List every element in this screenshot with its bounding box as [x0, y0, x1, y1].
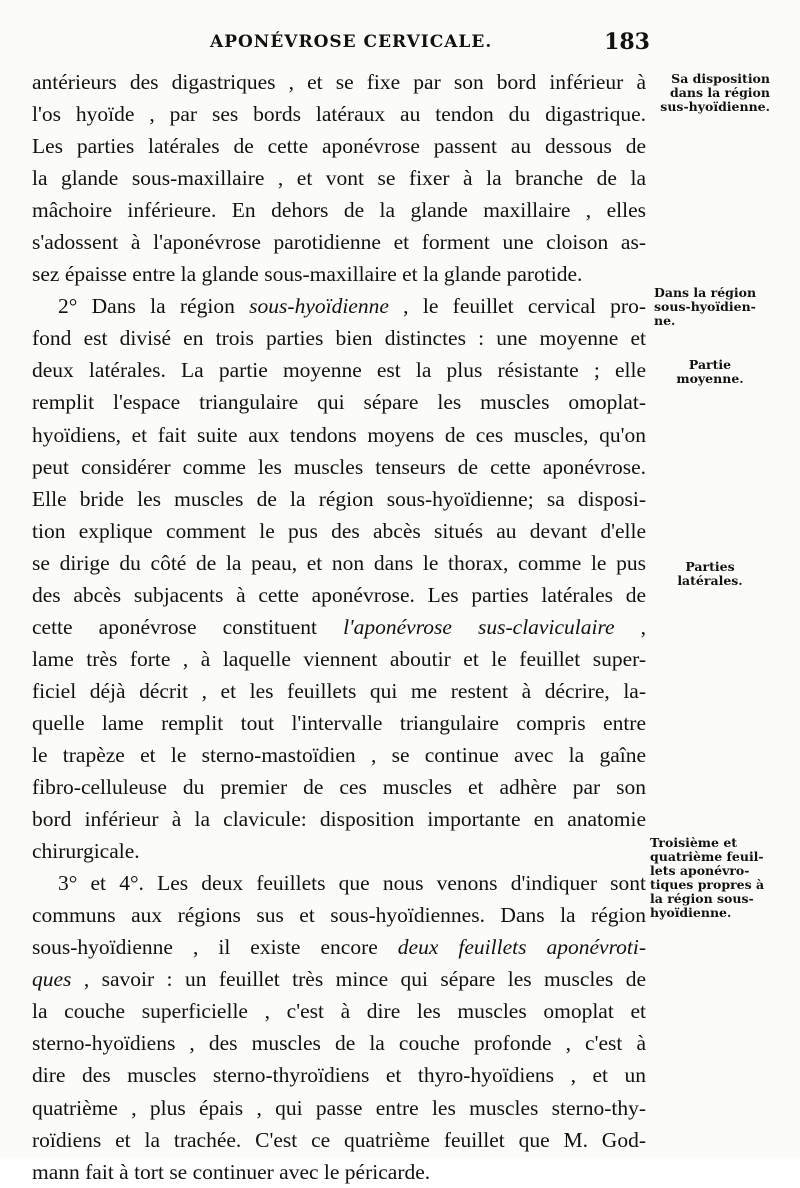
margin-note-line: Dans la région — [654, 285, 757, 300]
text-line — [32, 707, 646, 739]
margin-note-line: la région sous- — [650, 891, 754, 906]
text-run: quelle lame remplit tout l'intervalle triangulaire compris entre — [32, 710, 646, 735]
text-line — [32, 643, 646, 675]
italic-term: l'aponévrose sus-claviculaire — [343, 614, 615, 639]
text-run: tion explique comment le pus des abcès situés au devant d'elle — [32, 518, 646, 543]
text-run: fibro-celluleuse du premier de ces muscles et adhère par son — [32, 775, 646, 800]
text-line — [32, 386, 646, 418]
text-run: fond est divisé en trois parties bien distinctes : une moyenne et — [32, 326, 646, 351]
text-line — [32, 98, 646, 130]
text-line — [32, 835, 646, 867]
text-run: peut considérer comme les muscles tenseurs de cette aponévrose. — [32, 454, 646, 479]
text-run: roïdiens et la trachée. C'est ce quatrième feuillet que M. God- — [32, 1127, 646, 1152]
text-run: antérieurs des digastriques , et se fixe par son bord inférieur à — [32, 70, 646, 94]
margin-note-line: hyoïdienne. — [650, 905, 732, 920]
text-line — [32, 579, 646, 611]
text-line — [32, 1059, 646, 1091]
margin-note-line: moyenne. — [676, 371, 744, 386]
text-line — [32, 931, 646, 963]
body-text — [32, 66, 646, 1188]
text-line — [32, 963, 646, 995]
page-number: 183 — [604, 29, 650, 55]
text-line — [32, 66, 646, 98]
text-line — [32, 419, 646, 451]
text-run: chirurgicale. — [32, 839, 140, 864]
text-line — [32, 1092, 646, 1124]
text-run: sez épaisse entre la glande sous-maxillaire et la glande parotide. — [32, 262, 583, 287]
text-line — [32, 162, 646, 194]
text-line — [32, 130, 646, 162]
text-run: l'os hyoïde , par ses bords latéraux au tendon du digastrique. — [32, 102, 646, 127]
text-run: remplit l'espace triangulaire qui sépare les muscles omoplat- — [32, 390, 646, 415]
text-line — [32, 803, 646, 835]
text-line — [32, 771, 646, 803]
text-run: ficiel déjà décrit , et les feuillets qui me restent à décrire, la- — [32, 678, 646, 703]
margin-note-line: Sa disposition — [671, 71, 770, 86]
margin-note — [650, 836, 770, 920]
margin-note-line: tiques propres à — [650, 877, 765, 892]
text-line — [32, 1156, 646, 1188]
text-run: lame très forte , à laquelle viennent aboutir et le feuillet super- — [32, 646, 646, 671]
text-run: quatrième , plus épais , qui passe entre les muscles sterno-thy- — [32, 1095, 646, 1120]
text-line — [32, 547, 646, 579]
text-run: s'adossent à l'aponévrose parotidienne et forment une cloison as- — [32, 230, 646, 255]
text-line — [32, 451, 646, 483]
text-run: communs aux régions sus et sous-hyoïdiennes. Dans la région — [32, 903, 646, 928]
text-line — [32, 483, 646, 515]
italic-term: sous-hyoïdienne — [249, 294, 389, 319]
text-run: , le feuillet cervical pro- — [388, 294, 646, 319]
text-run: sous-hyoïdienne , il existe encore — [32, 935, 398, 960]
text-line — [32, 1124, 646, 1156]
margin-note-line: dans la région — [670, 85, 770, 100]
text-run: Elle bride les muscles de la région sous-hyoïdienne; sa disposi- — [32, 486, 646, 511]
text-line — [32, 611, 646, 643]
text-run: 2° Dans la région — [58, 294, 250, 319]
margin-note — [650, 72, 770, 114]
text-run: hyoïdiens, et fait suite aux tendons moyens de ces muscles, qu'on — [32, 422, 646, 447]
text-run: des abcès subjacents à cette aponévrose. Les parties latérales de — [32, 582, 646, 607]
text-run: , — [614, 614, 647, 639]
text-run: mâchoire inférieure. En dehors de la glande maxillaire , elles — [32, 198, 646, 223]
text-line — [32, 194, 646, 226]
margin-note — [654, 286, 774, 328]
margin-note-line: Troisième et — [650, 835, 738, 850]
margin-note-line: Parties — [685, 559, 735, 574]
margin-note-line: quatrième feuil- — [650, 849, 764, 864]
text-run: dire des muscles sterno-thyroïdiens et thyro-hyoïdiens , et un — [32, 1063, 646, 1088]
text-line — [32, 515, 646, 547]
running-head: APONÉVROSE CERVICALE. — [210, 32, 493, 52]
text-line — [32, 1027, 646, 1059]
margin-note-line: latérales. — [677, 573, 743, 588]
text-run: cette aponévrose constituent — [32, 614, 344, 639]
text-run: Les parties latérales de cette aponévrose passent au dessous de — [32, 134, 646, 159]
text-line — [32, 290, 646, 322]
margin-note-line: sous-hyoïdien- — [654, 299, 756, 314]
margin-note-line: sus-hyoïdienne. — [660, 99, 770, 114]
text-line — [32, 226, 646, 258]
text-run: 3° et 4°. Les deux feuillets que nous venons d'indiquer sont — [58, 871, 646, 896]
text-line — [32, 867, 646, 899]
text-run: la glande sous-maxillaire , et vont se fixer à la branche de la — [32, 166, 646, 191]
text-line — [32, 739, 646, 771]
margin-note-line: Partie — [688, 357, 732, 372]
text-line — [32, 322, 646, 354]
text-line — [32, 258, 646, 290]
text-line — [32, 899, 646, 931]
text-run: sterno-hyoïdiens , des muscles de la couche profonde , c'est à — [32, 1031, 646, 1056]
text-run: bord inférieur à la clavicule: disposition importante en anatomie — [32, 807, 646, 832]
text-run: deux latérales. La partie moyenne est la plus résistante ; elle — [32, 358, 646, 383]
italic-term: deux feuillets aponévroti- — [397, 935, 647, 960]
text-run: la couche superficielle , c'est à dire les muscles omoplat et — [32, 999, 646, 1024]
text-line — [32, 995, 646, 1027]
margin-note — [650, 560, 770, 588]
text-run: , savoir : un feuillet très mince qui sépare les muscles de — [71, 967, 646, 992]
text-run: se dirige du côté de la peau, et non dans le thorax, comme le pus — [32, 550, 646, 575]
margin-note-line: lets aponévro- — [650, 863, 750, 878]
text-run: mann fait à tort se continuer avec le péricarde. — [32, 1159, 431, 1184]
margin-note — [650, 358, 770, 386]
text-line — [32, 354, 646, 386]
italic-term: ques — [32, 967, 72, 992]
text-line — [32, 675, 646, 707]
text-run: le trapèze et le sterno-mastoïdien , se continue avec la gaîne — [32, 742, 646, 767]
page-header — [30, 29, 650, 58]
margin-note-line: ne. — [654, 313, 676, 328]
